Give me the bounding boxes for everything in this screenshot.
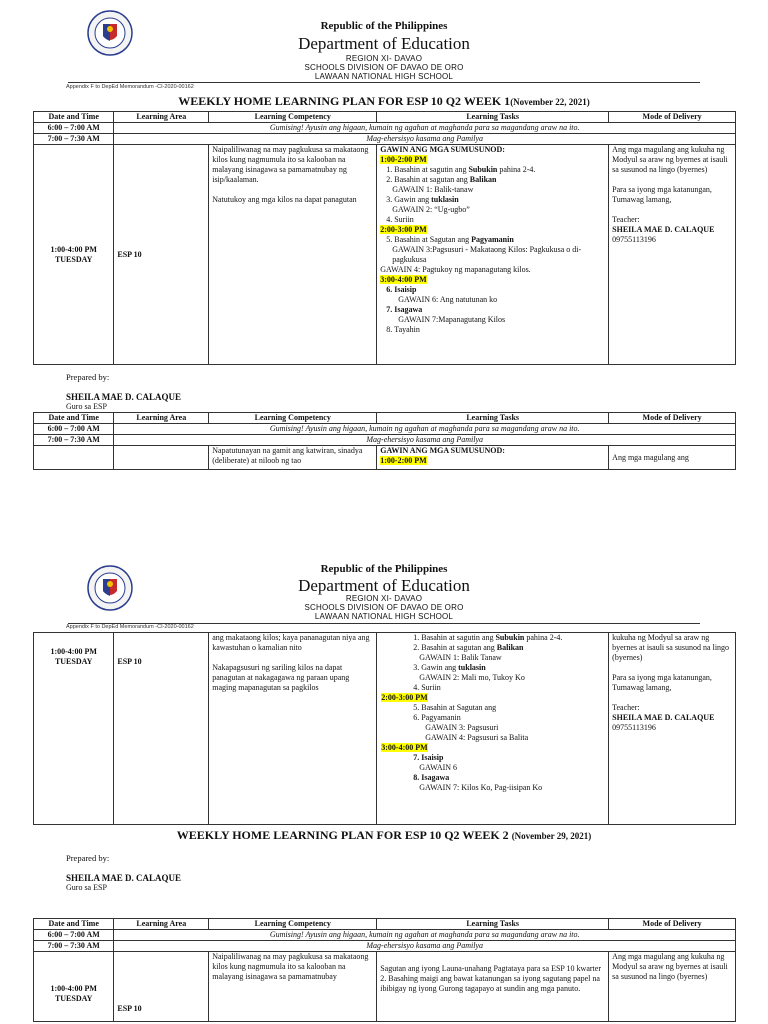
competency-2: Nakapagsusuri ng sariling kilos na dapat panagutan at nakagagawa ng paraan upang maging mapanagutan sa pagkilos bbox=[212, 663, 350, 692]
task-item: 3. Gawin ang tuklasin bbox=[421, 663, 605, 673]
gawain-7: GAWAIN 7: Kilos Ko, Pag-iisipan Ko bbox=[419, 783, 543, 792]
department-title: Department of Education bbox=[298, 34, 470, 53]
competency-cell bbox=[209, 145, 377, 365]
tasks-cell bbox=[377, 446, 609, 470]
task-list-f bbox=[407, 773, 605, 783]
time-slot-3: 3:00-4:00 PM bbox=[381, 743, 428, 752]
routine-text-1: Gumising! Ayusin ang higaan, kumain ng agahan at maghanda para sa magandang araw na ito. bbox=[114, 123, 736, 134]
session-day: TUESDAY bbox=[54, 254, 93, 264]
col-mode: Mode of Delivery bbox=[609, 413, 736, 424]
tasks-cell bbox=[377, 145, 609, 365]
task-list-d bbox=[407, 703, 605, 723]
col-area: Learning Area bbox=[114, 413, 209, 424]
plan-date: (November 22, 2021) bbox=[510, 97, 590, 107]
routine-time-1: 6:00 – 7:00 AM bbox=[34, 123, 114, 134]
routine-time-2: 7:00 – 7:30 AM bbox=[34, 435, 114, 446]
competency-cell bbox=[209, 633, 377, 825]
routine-time-2: 7:00 – 7:30 AM bbox=[34, 941, 114, 952]
session-cell bbox=[34, 446, 114, 470]
republic-label: Republic of the Philippines bbox=[320, 20, 448, 32]
division-label: SCHOOLS DIVISION OF DAVAO DE ORO bbox=[304, 63, 464, 72]
task-list-a bbox=[380, 165, 605, 185]
gawain-3: GAWAIN 3: Pagsusuri bbox=[425, 723, 499, 732]
col-tasks: Learning Tasks bbox=[377, 919, 609, 930]
col-mode: Mode of Delivery bbox=[609, 112, 736, 123]
routine-text-2: Mag-ehersisyo kasama ang Pamilya bbox=[114, 435, 736, 446]
task-item: 8. Tayahin bbox=[394, 325, 605, 335]
col-area: Learning Area bbox=[114, 112, 209, 123]
header-divider bbox=[68, 82, 700, 83]
session-day: TUESDAY bbox=[54, 657, 93, 666]
mode-cell: Ang mga magulang ang kukuha ng Modyul sa araw ng byernes at isauli sa susunod na lingo (byernes) bbox=[609, 952, 736, 1022]
session-cell bbox=[34, 145, 114, 365]
task-item: 2. Basahin at sagutan ang Balikan bbox=[394, 175, 605, 185]
competency-1: ang makataong kilos; kaya pananagutan niya ang kawastuhan o kamalian nito bbox=[212, 633, 370, 652]
time-slot-2: 2:00-3:00 PM bbox=[381, 693, 428, 702]
division-label: SCHOOLS DIVISION OF DAVAO DE ORO bbox=[304, 603, 464, 612]
republic-label: Republic of the Philippines bbox=[320, 563, 448, 575]
task-item: 6. Isaisip bbox=[394, 285, 605, 295]
time-slot-3: 3:00-4:00 PM bbox=[380, 275, 427, 284]
routine-text-2: Mag-ehersisyo kasama ang Pamilya bbox=[114, 134, 736, 145]
task-item: 5. Basahin at Sagutan ang Pagyamanin bbox=[394, 235, 605, 245]
region-label: REGION XI- DAVAO bbox=[345, 594, 423, 603]
mode-cell bbox=[609, 145, 736, 365]
col-mode: Mode of Delivery bbox=[609, 919, 736, 930]
time-slot-2: 2:00-3:00 PM bbox=[380, 225, 427, 234]
teacher-phone: 09755113196 bbox=[612, 723, 656, 732]
routine-text-2: Mag-ehersisyo kasama ang Pamilya bbox=[114, 941, 736, 952]
task-item: 4. Suriin bbox=[421, 683, 605, 693]
task-list-b bbox=[407, 663, 605, 673]
session-time: 1:00-4:00 PM bbox=[50, 647, 97, 656]
task-item: 8. Isagawa bbox=[421, 773, 605, 783]
col-competency: Learning Competency bbox=[209, 112, 377, 123]
plan-title-text: WEEKLY HOME LEARNING PLAN FOR ESP 10 Q2 WEEK 1 bbox=[178, 94, 511, 108]
task-list-b bbox=[380, 195, 605, 205]
task-list-c bbox=[380, 215, 605, 225]
col-tasks: Learning Tasks bbox=[377, 112, 609, 123]
task-item: 5. Basahin at Sagutan ang bbox=[421, 703, 605, 713]
teacher-name: SHEILA MAE D. CALAQUE bbox=[612, 713, 715, 722]
plan-date: (November 29, 2021) bbox=[511, 831, 592, 841]
task-item: 7. Isagawa bbox=[394, 305, 605, 315]
department-title: Department of Education bbox=[298, 576, 470, 595]
task-list-c bbox=[407, 683, 605, 693]
prepared-block bbox=[66, 853, 181, 892]
task-list-e bbox=[380, 285, 605, 295]
task-item: 2. Basahin at sagutan ang Balikan bbox=[421, 643, 605, 653]
task-list-f bbox=[380, 305, 605, 315]
task-list-g bbox=[380, 325, 605, 335]
prepared-name: SHEILA MAE D. CALAQUE bbox=[66, 392, 182, 402]
session-area: ESP 10 bbox=[114, 952, 209, 1022]
prepared-role: Guro sa ESP bbox=[66, 883, 107, 892]
appendix-note: Appendix F to DepEd Memorandum -CI-2020-00162 bbox=[66, 84, 194, 90]
session-area: ESP 10 bbox=[114, 633, 209, 825]
task-list-d bbox=[380, 235, 605, 245]
appendix-note: Appendix F to DepEd Memorandum -CI-2020-00162 bbox=[66, 624, 194, 630]
gawain-4: GAWAIN 4: Pagsusuri sa Balita bbox=[425, 733, 529, 742]
session-time: 1:00-4:00 PM bbox=[50, 984, 97, 993]
routine-text-1: Gumising! Ayusin ang higaan, kumain ng agahan at maghanda para sa magandang araw na ito. bbox=[114, 424, 736, 435]
tasks-cell bbox=[377, 633, 609, 825]
mode-text-2: Para sa iyong mga katanungan, Tumawag lamang, bbox=[612, 673, 712, 692]
gawain-2: GAWAIN 2: “Ug-ugbo” bbox=[392, 205, 470, 214]
task-item: 1. Basahin at sagutin ang Subukin pahina 2-4. bbox=[421, 633, 605, 643]
mode-cell bbox=[609, 633, 736, 825]
tasks-cell: Sagutan ang iyong Launa-unahang Pagtataya para sa ESP 10 kwarter 2. Basahing maigi ang bawat katanungan sa iyong sagutang papel na ibibigay ng iyong Gurong tagapayo at sundin ang mga panuto. bbox=[377, 952, 609, 1022]
col-date: Date and Time bbox=[34, 112, 114, 123]
col-date: Date and Time bbox=[34, 413, 114, 424]
session-day: TUESDAY bbox=[54, 994, 93, 1003]
task-item: 4. Suriin bbox=[394, 215, 605, 225]
teacher-label: Teacher: bbox=[612, 215, 640, 224]
tasks-heading: GAWIN ANG MGA SUMUSUNOD: bbox=[380, 446, 505, 455]
gawain-6: GAWAIN 6 bbox=[419, 763, 458, 772]
gawain-6: GAWAIN 6: Ang natutunan ko bbox=[398, 295, 498, 304]
task-list-e bbox=[407, 753, 605, 763]
learning-plan-table-week2 bbox=[33, 918, 736, 1022]
plan-title-text: WEEKLY HOME LEARNING PLAN FOR ESP 10 Q2 WEEK 2 bbox=[176, 828, 509, 842]
gawain-1: GAWAIN 1: Balik Tanaw bbox=[419, 653, 502, 662]
time-slot-1: 1:00-2:00 PM bbox=[380, 456, 427, 465]
prepared-name: SHEILA MAE D. CALAQUE bbox=[66, 873, 182, 883]
session-time: 1:00-4:00 PM bbox=[50, 244, 97, 254]
competency-cell: Naipaliliwanag na may pagkukusa sa makataong kilos kung nagmumula ito sa kalooban na malayang isinagawa sa pamamatnubay bbox=[209, 952, 377, 1022]
gawain-1: GAWAIN 1: Balik-tanaw bbox=[392, 185, 474, 194]
routine-time-2: 7:00 – 7:30 AM bbox=[34, 134, 114, 145]
learning-plan-table-week2-continued bbox=[33, 632, 736, 825]
mode-cell: Ang mga magulang ang bbox=[609, 446, 736, 470]
time-slot-1: 1:00-2:00 PM bbox=[380, 155, 427, 164]
prepared-label: Prepared by: bbox=[66, 853, 110, 863]
region-label: REGION XI- DAVAO bbox=[345, 54, 423, 63]
gawain-4: GAWAIN 4: Pagtukoy ng mapanagutang kilos. bbox=[380, 265, 531, 274]
plan-title-week1 bbox=[0, 94, 768, 109]
gawain-2: GAWAIN 2: Mali mo, Tukoy Ko bbox=[419, 673, 525, 682]
gawain-3: GAWAIN 3:Pagsusuri - Makataong Kilos: Pagkukusa o di-pagkukusa bbox=[392, 245, 582, 264]
school-label: LAWAAN NATIONAL HIGH SCHOOL bbox=[314, 72, 454, 81]
col-competency: Learning Competency bbox=[209, 413, 377, 424]
col-area: Learning Area bbox=[114, 919, 209, 930]
teacher-label: Teacher: bbox=[612, 703, 640, 712]
col-tasks: Learning Tasks bbox=[377, 413, 609, 424]
page-2 bbox=[0, 548, 768, 1024]
school-label: LAWAAN NATIONAL HIGH SCHOOL bbox=[314, 612, 454, 621]
teacher-name: SHEILA MAE D. CALAQUE bbox=[612, 225, 715, 234]
mode-text-2: Para sa iyong mga katanungan, Tumawag lamang, bbox=[612, 185, 712, 204]
teacher-phone: 09755113196 bbox=[612, 235, 656, 244]
learning-plan-table-peek bbox=[33, 412, 736, 470]
prepared-label: Prepared by: bbox=[66, 372, 110, 382]
session-cell bbox=[34, 633, 114, 825]
session-area: ESP 10 bbox=[114, 145, 209, 365]
task-item: 7. Isaisip bbox=[421, 753, 605, 763]
col-competency: Learning Competency bbox=[209, 919, 377, 930]
gawain-7: GAWAIN 7:Mapanagutang Kilos bbox=[398, 315, 506, 324]
competency-2: Natutukoy ang mga kilos na dapat panagutan bbox=[212, 195, 357, 204]
mode-text-1: kukuha ng Modyul sa araw ng byernes at isauli sa susunod na lingo (byernes) bbox=[612, 633, 730, 662]
prepared-block bbox=[66, 372, 181, 411]
learning-plan-table-week1 bbox=[33, 111, 736, 365]
routine-time-1: 6:00 – 7:00 AM bbox=[34, 424, 114, 435]
task-item: 6. Pagyamanin bbox=[421, 713, 605, 723]
competency-1: Naipaliliwanag na may pagkukusa sa makataong kilos kung nagmumula ito sa kalooban na malayang isinagawa sa pamamatnubay ng isip/kaalaman. bbox=[212, 145, 369, 184]
session-area bbox=[114, 446, 209, 470]
session-cell bbox=[34, 952, 114, 1022]
routine-text-1: Gumising! Ayusin ang higaan, kumain ng agahan at maghanda para sa magandang araw na ito. bbox=[114, 930, 736, 941]
routine-time-1: 6:00 – 7:00 AM bbox=[34, 930, 114, 941]
competency-cell: Napatutunayan na gamit ang katwiran, sinadya (deliberate) at niloob ng tao bbox=[209, 446, 377, 470]
plan-title-week2 bbox=[0, 828, 768, 843]
task-item: 3. Gawin ang tuklasin bbox=[394, 195, 605, 205]
mode-text-1: Ang mga magulang ang kukuha ng Modyul sa araw ng byernes at isauli sa susunod na lingo (byernes) bbox=[612, 145, 728, 174]
tasks-heading: GAWIN ANG MGA SUMUSUNOD: bbox=[380, 145, 505, 154]
col-date: Date and Time bbox=[34, 919, 114, 930]
prepared-role: Guro sa ESP bbox=[66, 402, 107, 411]
task-list-a bbox=[407, 633, 605, 653]
task-item: 1. Basahin at sagutin ang Subukin pahina 2-4. bbox=[394, 165, 605, 175]
